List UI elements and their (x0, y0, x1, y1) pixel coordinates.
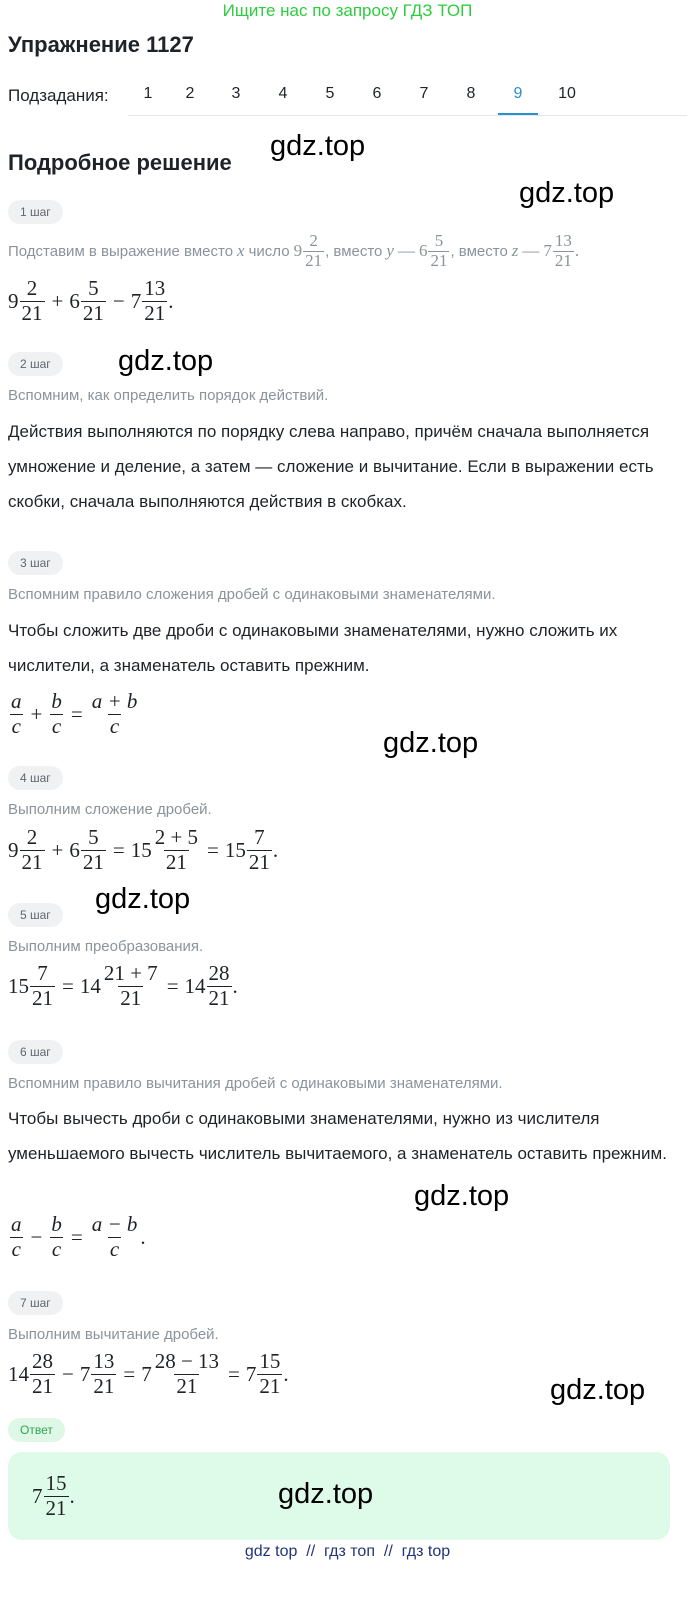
numerator: 21 + 7 (103, 961, 158, 986)
minus-sign: − (62, 1361, 74, 1386)
subtask-tab-5[interactable]: 5 (325, 85, 335, 102)
watermark: gdz.top (118, 345, 214, 377)
period: . (272, 837, 279, 862)
denominator: 21 (208, 985, 230, 1010)
subtask-tab-7[interactable]: 7 (419, 85, 429, 102)
step-badge-7: 7 шаг (8, 1291, 63, 1315)
period: . (140, 1224, 146, 1249)
numerator: a + b (91, 689, 138, 714)
numerator: 28 (208, 961, 230, 986)
watermark: gdz.top (383, 727, 479, 759)
equals-sign: = (207, 837, 219, 862)
top-banner[interactable]: Ищите нас по запросу ГДЗ ТОП (222, 1, 473, 20)
step-badge-1: 1 шаг (8, 200, 63, 224)
step-3-hint: Вспомним правило сложения дробей с одинаковыми знаменателями. (8, 586, 496, 603)
numerator: 5 (88, 825, 99, 850)
fraction (81, 826, 106, 873)
fraction (30, 1350, 55, 1397)
period: . (283, 1361, 289, 1386)
subtask-tab-3[interactable]: 3 (231, 85, 241, 102)
fraction (303, 232, 324, 270)
numerator: 15 (45, 1471, 67, 1496)
fraction (49, 1213, 64, 1260)
fraction (102, 962, 160, 1009)
fraction (90, 1213, 140, 1260)
whole-part: 7 (141, 1361, 152, 1386)
step-1-expression (8, 277, 173, 325)
step-badge-4: 4 шаг (8, 766, 63, 790)
step-5-expression (8, 962, 238, 1010)
numerator: a − b (91, 1212, 138, 1237)
hint-text: — (522, 241, 540, 260)
step-7-hint: Выполним вычитание дробей. (8, 1326, 219, 1343)
var-y: y (386, 241, 394, 260)
denominator: 21 (165, 849, 187, 874)
equals-sign: = (123, 1361, 136, 1386)
hint-text: число (248, 242, 290, 260)
denominator: c (51, 713, 62, 738)
page-title: Упражнение 1127 (8, 32, 194, 57)
fraction (257, 1350, 282, 1397)
denominator: c (11, 1236, 21, 1261)
hint-text: , вместо (325, 242, 383, 260)
numerator: 2 (26, 825, 38, 850)
watermark: gdz.top (278, 1478, 374, 1510)
plus-sign: + (51, 288, 64, 313)
denominator: 21 (144, 300, 166, 325)
watermark: gdz.top (95, 883, 191, 915)
denominator: 21 (82, 300, 104, 325)
fraction (553, 232, 574, 270)
step-6-hint: Вспомним правило вычитания дробей с одинаковыми знаменателями. (8, 1075, 503, 1092)
denominator: 21 (259, 1373, 281, 1398)
fraction (247, 826, 272, 873)
subtask-tab-4[interactable]: 4 (278, 85, 288, 102)
denominator: 21 (45, 1495, 67, 1520)
numerator: 5 (88, 276, 99, 301)
step-badge-3: 3 шаг (8, 551, 63, 575)
step-4-expression (8, 826, 278, 874)
whole-part: 7 (130, 288, 142, 313)
fraction (142, 277, 167, 324)
numerator: 13 (93, 1349, 115, 1374)
whole-part: 6 (69, 837, 80, 862)
step-5-hint: Выполним преобразования. (8, 938, 204, 955)
fraction (90, 690, 140, 737)
hint-text: — (397, 241, 415, 260)
whole-part: 9 (293, 241, 303, 260)
denominator: c (109, 713, 120, 738)
denominator: 21 (93, 1373, 115, 1398)
var-x: x (237, 241, 245, 260)
whole-part: 7 (32, 1483, 43, 1508)
whole-part: 14 (184, 973, 206, 998)
watermark: gdz.top (519, 177, 615, 209)
equals-sign: = (166, 973, 179, 998)
whole-part: 7 (245, 1361, 257, 1386)
numerator: a (11, 689, 22, 714)
fraction (9, 1213, 24, 1260)
minus-sign: − (30, 1224, 43, 1249)
whole-part: 15 (224, 837, 246, 862)
fraction (20, 826, 45, 873)
answer-badge: Ответ (8, 1418, 65, 1442)
period: . (232, 973, 238, 998)
fraction (207, 962, 232, 1009)
period: . (168, 288, 174, 313)
denominator: 21 (554, 250, 572, 270)
watermark: gdz.top (414, 1180, 510, 1212)
period: . (69, 1483, 75, 1508)
answer-value (32, 1470, 75, 1522)
subtask-tab-9[interactable]: 9 (498, 74, 538, 115)
equals-sign: = (70, 1224, 83, 1249)
denominator: 21 (32, 985, 53, 1010)
whole-part: 14 (8, 1361, 29, 1386)
denominator: 21 (120, 985, 142, 1010)
denominator: c (109, 1236, 120, 1261)
equals-sign: = (70, 701, 83, 726)
addition-rule-formula (8, 690, 140, 738)
fraction (44, 1472, 69, 1519)
numerator: 2 (309, 230, 318, 250)
subtasks-tabs (128, 74, 687, 116)
numerator: a (11, 1212, 22, 1237)
footer-links[interactable]: gdz top // гдз топ // гдз top (244, 1543, 451, 1560)
equals-sign: = (228, 1361, 240, 1386)
denominator: 21 (82, 849, 104, 874)
watermark: gdz.top (270, 130, 366, 162)
denominator: 21 (32, 1373, 53, 1398)
subtask-tab-2[interactable]: 2 (185, 85, 195, 102)
numerator: 2 (26, 276, 38, 301)
fraction (81, 277, 106, 324)
step-6-text: Чтобы вычесть дроби с одинаковыми знаменателями, нужно из числителя уменьшаемого вычесть числитель вычитаемого, а знаменатель оставить прежним. (8, 1109, 667, 1163)
step-1-hint (8, 230, 579, 272)
fraction (9, 690, 24, 737)
numerator: 7 (254, 825, 265, 850)
fraction (30, 962, 55, 1009)
minus-sign: − (112, 288, 125, 313)
step-2-text: Действия выполняются по порядку слева направо, причём сначала выполняется умножение и деление, а затем — сложение и вычитание. Если в выражении есть скобки, сначала выполняются действия в скобках. (8, 422, 654, 511)
step-badge-2: 2 шаг (8, 352, 63, 376)
equals-sign: = (112, 837, 125, 862)
whole-part: 15 (8, 973, 29, 998)
fraction (49, 690, 64, 737)
numerator: 5 (434, 230, 444, 250)
whole-part: 9 (8, 288, 19, 313)
numerator: 13 (554, 230, 572, 250)
hint-text: , вместо (450, 242, 508, 260)
period: . (574, 241, 580, 260)
whole-part: 6 (69, 288, 80, 313)
denominator: 21 (21, 849, 43, 874)
whole-part: 15 (130, 837, 152, 862)
hint-text: Подставим в выражение вместо (8, 242, 234, 260)
subtask-tab-10[interactable]: 10 (558, 85, 576, 102)
whole-part: 7 (543, 241, 552, 260)
denominator: 21 (21, 300, 43, 325)
denominator: 21 (430, 250, 448, 270)
var-z: z (511, 241, 519, 260)
denominator: 21 (305, 250, 323, 270)
subtask-tab-1[interactable]: 1 (143, 85, 153, 102)
fraction (153, 1350, 221, 1397)
section-title: Подробное решение (8, 150, 232, 175)
numerator: 2 + 5 (154, 825, 199, 850)
plus-sign: + (51, 837, 64, 862)
denominator: c (11, 713, 21, 738)
numerator: 13 (144, 276, 166, 301)
numerator: 28 − 13 (154, 1349, 220, 1374)
step-7-expression (8, 1350, 289, 1398)
fraction (428, 232, 449, 270)
step-3-text: Чтобы сложить две дроби с одинаковыми знаменателями, нужно сложить их числители, а знаменатель оставить прежним. (8, 621, 618, 675)
subtraction-rule-formula (8, 1213, 146, 1261)
fraction (91, 1350, 116, 1397)
step-badge-6: 6 шаг (8, 1040, 63, 1064)
whole-part: 7 (79, 1361, 91, 1386)
subtask-tab-8[interactable]: 8 (466, 85, 476, 102)
step-badge-5: 5 шаг (8, 903, 63, 927)
numerator: b (51, 1212, 62, 1237)
whole-part: 9 (8, 837, 19, 862)
fraction (20, 277, 45, 324)
step-4-hint: Выполним сложение дробей. (8, 801, 212, 818)
fraction (153, 826, 200, 873)
denominator: c (51, 1236, 62, 1261)
numerator: 7 (37, 961, 48, 986)
denominator: 21 (176, 1373, 198, 1398)
step-2-hint: Вспомним, как определить порядок действий. (8, 387, 329, 404)
denominator: 21 (248, 849, 270, 874)
watermark: gdz.top (550, 1374, 646, 1406)
numerator: 15 (259, 1349, 281, 1374)
numerator: b (51, 689, 62, 714)
subtask-tab-6[interactable]: 6 (372, 85, 382, 102)
plus-sign: + (30, 701, 43, 726)
whole-part: 6 (418, 241, 428, 260)
subtasks-label: Подзадания: (8, 86, 109, 105)
whole-part: 14 (79, 973, 101, 998)
numerator: 28 (32, 1349, 53, 1374)
equals-sign: = (62, 973, 74, 998)
